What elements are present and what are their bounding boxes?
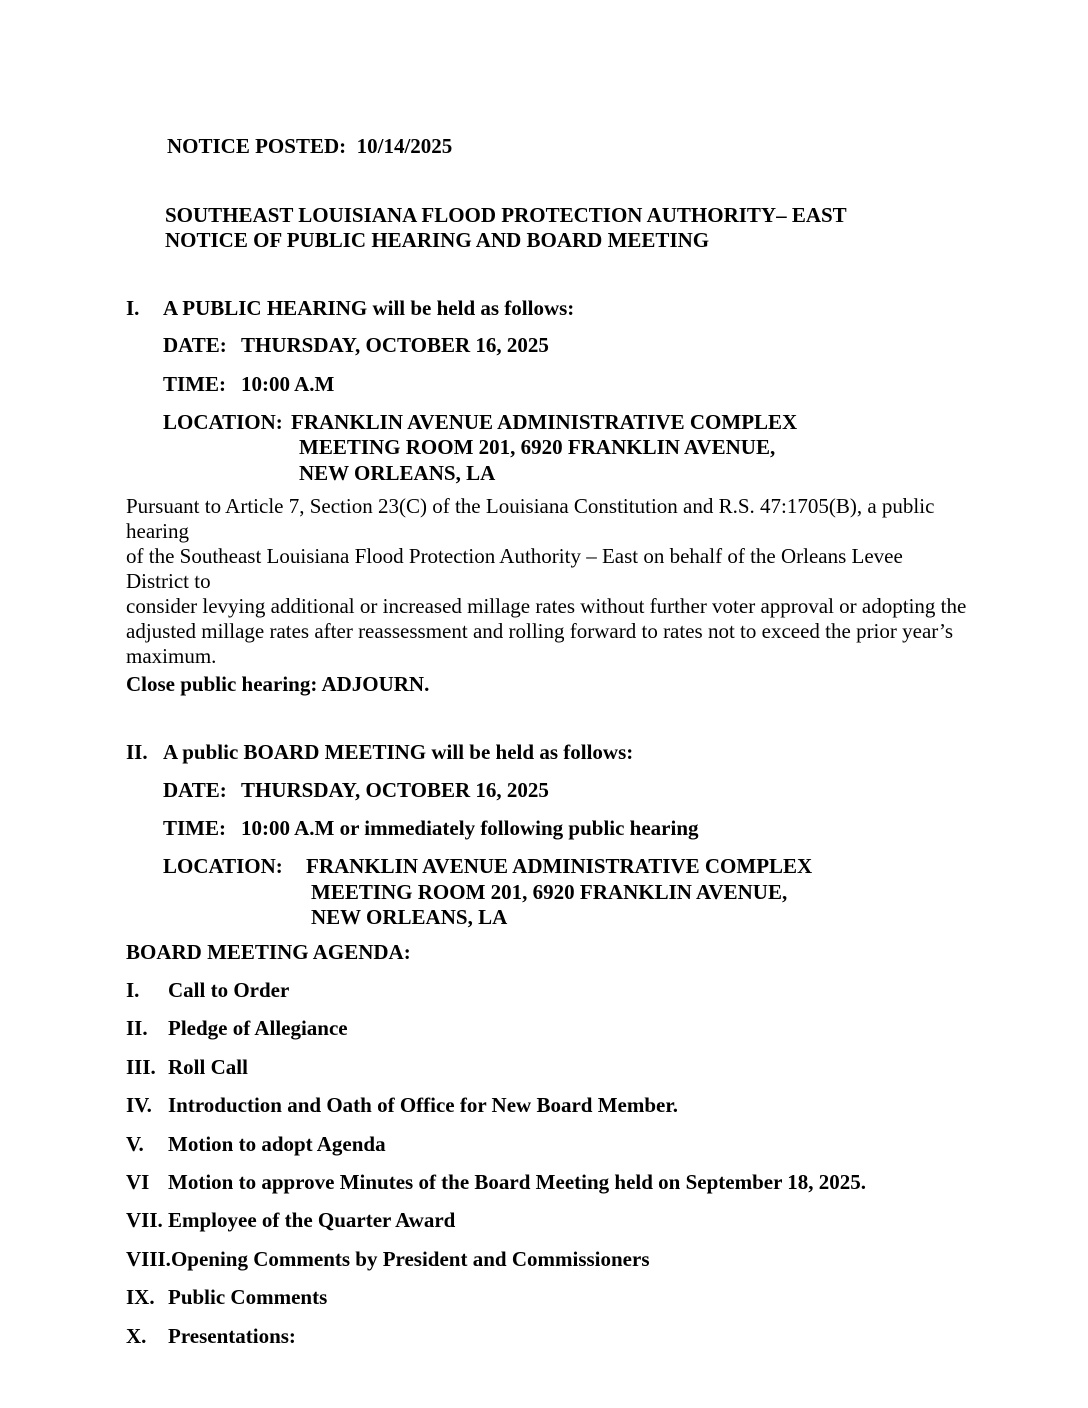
agenda-item-text: Introduction and Oath of Office for New Board Member. bbox=[168, 1093, 678, 1118]
agenda-item bbox=[126, 1324, 968, 1350]
agenda-item-number: IV. bbox=[126, 1093, 152, 1118]
agenda-item-number: III. bbox=[126, 1054, 156, 1079]
public-hearing-heading bbox=[126, 296, 968, 322]
agenda-item bbox=[126, 1132, 968, 1158]
legal-notice-paragraph bbox=[126, 494, 968, 669]
location-line-2: MEETING ROOM 201, 6920 FRANKLIN AVENUE, bbox=[299, 435, 776, 460]
agenda-item-number: X. bbox=[126, 1323, 147, 1348]
location-value bbox=[291, 410, 797, 487]
legal-notice-line-2: of the Southeast Louisiana Flood Protection Authority – East on behalf of the Orleans Levee District to bbox=[126, 543, 909, 593]
document-title-line-1: SOUTHEAST LOUISIANA FLOOD PROTECTION AUTHORITY– EAST bbox=[165, 202, 847, 227]
public-hearing-time-row bbox=[163, 372, 968, 398]
agenda-item-text: Roll Call bbox=[168, 1054, 248, 1079]
agenda-list bbox=[126, 978, 968, 1349]
board-meeting-time-row bbox=[163, 816, 968, 842]
date-value: THURSDAY, OCTOBER 16, 2025 bbox=[241, 777, 549, 802]
agenda-item-number: VII. bbox=[126, 1208, 163, 1233]
agenda-item-text: Pledge of Allegiance bbox=[168, 1016, 348, 1041]
agenda-item bbox=[126, 1093, 968, 1119]
legal-notice-line-1: Pursuant to Article 7, Section 23(C) of the Louisiana Constitution and R.S. 47:1705(B), a public hearing bbox=[126, 493, 940, 543]
agenda-item bbox=[126, 978, 968, 1004]
agenda-item-number: VI bbox=[126, 1170, 150, 1195]
time-label: TIME: bbox=[163, 815, 226, 840]
agenda-item-text: Presentations: bbox=[168, 1323, 296, 1348]
public-hearing-location-row bbox=[163, 410, 968, 487]
document-title bbox=[165, 203, 968, 254]
board-meeting-section bbox=[126, 740, 968, 931]
location-label: LOCATION: bbox=[163, 854, 283, 879]
agenda-item bbox=[126, 1016, 968, 1042]
agenda-item-number: VIII. bbox=[126, 1246, 171, 1271]
public-hearing-section bbox=[126, 296, 968, 487]
legal-notice-line-4: adjusted millage rates after reassessment and rolling forward to rates not to exceed the prior year’s bbox=[126, 618, 954, 643]
location-label: LOCATION: bbox=[163, 409, 283, 434]
close-hearing-line: Close public hearing: ADJOURN. bbox=[126, 671, 430, 696]
legal-notice-line-3: consider levying additional or increased millage rates without further voter approval or adopting the bbox=[126, 593, 967, 618]
board-meeting-number: II. bbox=[126, 740, 148, 765]
agenda-item-number: I. bbox=[126, 978, 140, 1003]
agenda-item bbox=[126, 1285, 968, 1311]
agenda-item bbox=[126, 1055, 968, 1081]
public-hearing-heading-text: A PUBLIC HEARING will be held as follows: bbox=[163, 295, 575, 320]
public-hearing-number: I. bbox=[126, 295, 140, 320]
document-title-line-2: NOTICE OF PUBLIC HEARING AND BOARD MEETING bbox=[165, 228, 710, 253]
board-meeting-heading bbox=[126, 740, 968, 766]
agenda-item-number: V. bbox=[126, 1131, 144, 1156]
agenda-item-text: Call to Order bbox=[168, 978, 290, 1003]
board-meeting-heading-text: A public BOARD MEETING will be held as follows: bbox=[163, 740, 634, 765]
notice-posted-line: NOTICE POSTED: 10/14/2025 bbox=[167, 134, 453, 158]
location-value bbox=[306, 854, 812, 931]
location-line-1: FRANKLIN AVENUE ADMINISTRATIVE COMPLEX bbox=[291, 409, 798, 434]
location-line-2: MEETING ROOM 201, 6920 FRANKLIN AVENUE, bbox=[311, 879, 788, 904]
public-hearing-date-row bbox=[163, 333, 968, 359]
date-value: THURSDAY, OCTOBER 16, 2025 bbox=[241, 333, 549, 358]
agenda-item-number: II. bbox=[126, 1016, 148, 1041]
agenda-item-text: Motion to adopt Agenda bbox=[168, 1131, 386, 1156]
agenda-item-text: Employee of the Quarter Award bbox=[168, 1208, 456, 1233]
agenda-item bbox=[126, 1170, 968, 1196]
agenda-item-text: Motion to approve Minutes of the Board Meeting held on September 18, 2025. bbox=[168, 1170, 867, 1195]
board-meeting-date-row bbox=[163, 778, 968, 804]
board-meeting-location-row bbox=[163, 854, 968, 931]
location-line-3: NEW ORLEANS, LA bbox=[311, 905, 508, 930]
agenda-item bbox=[126, 1208, 968, 1234]
time-value: 10:00 A.M or immediately following public hearing bbox=[241, 815, 699, 840]
agenda-item-text: Opening Comments by President and Commissioners bbox=[170, 1246, 650, 1271]
time-label: TIME: bbox=[163, 371, 226, 396]
agenda-item bbox=[126, 1247, 968, 1273]
time-value: 10:00 A.M bbox=[241, 371, 335, 396]
agenda-heading: BOARD MEETING AGENDA: bbox=[126, 939, 411, 964]
date-label: DATE: bbox=[163, 333, 227, 358]
agenda-item-text: Public Comments bbox=[168, 1285, 328, 1310]
location-line-1: FRANKLIN AVENUE ADMINISTRATIVE COMPLEX bbox=[306, 854, 813, 879]
date-label: DATE: bbox=[163, 777, 227, 802]
location-line-3: NEW ORLEANS, LA bbox=[299, 460, 496, 485]
legal-notice-line-5: maximum. bbox=[126, 643, 217, 668]
agenda-item-number: IX. bbox=[126, 1285, 155, 1310]
